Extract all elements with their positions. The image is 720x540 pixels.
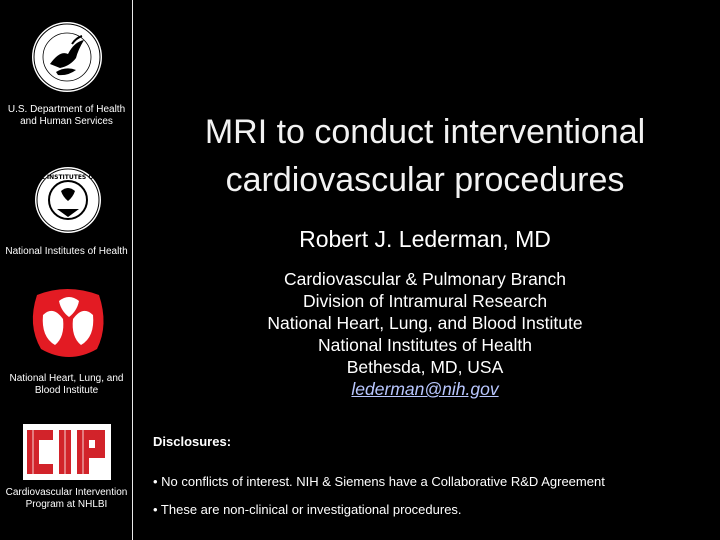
hhs-label: U.S. Department of Health and Human Services bbox=[7, 104, 126, 127]
sidebar bbox=[0, 0, 133, 540]
affiliation-line: Division of Intramural Research bbox=[302, 291, 548, 311]
title-line-1: MRI to conduct interventional bbox=[204, 113, 646, 151]
nhlbi-label: National Heart, Lung, and Blood Institute bbox=[9, 373, 124, 396]
slide-title bbox=[150, 108, 700, 204]
disclosures-heading: Disclosures: bbox=[153, 434, 232, 449]
affiliation-line: Cardiovascular & Pulmonary Branch bbox=[283, 269, 567, 289]
email-link[interactable]: lederman@nih.gov bbox=[351, 379, 499, 399]
nih-seal-icon bbox=[10, 165, 126, 235]
disclosure-item: • These are non-clinical or investigational procedures. bbox=[153, 502, 462, 517]
cip-label: Cardiovascular Intervention Program at NHLBI bbox=[5, 487, 128, 510]
title-line-2: cardiovascular procedures bbox=[225, 161, 625, 199]
nih-label: National Institutes of Health bbox=[5, 246, 128, 257]
cip-logo-icon bbox=[23, 424, 111, 480]
hhs-eagle-seal-icon bbox=[30, 20, 104, 94]
nih-seal-text: NATIONAL INSTITUTES OF HEALTH bbox=[10, 174, 126, 181]
affiliation-line: National Institutes of Health bbox=[317, 335, 532, 355]
affiliation-block bbox=[200, 268, 650, 400]
cip-logo-text: CIP bbox=[63, 474, 71, 479]
disclosure-item: • No conflicts of interest. NIH & Siemens have a Collaborative R&D Agreement bbox=[153, 474, 605, 489]
affiliation-line: National Heart, Lung, and Blood Institute bbox=[267, 313, 583, 333]
affiliation-line: Bethesda, MD, USA bbox=[346, 357, 504, 377]
nhlbi-heart-lung-icon bbox=[29, 285, 108, 359]
author-name: Robert J. Lederman, MD bbox=[299, 226, 551, 252]
